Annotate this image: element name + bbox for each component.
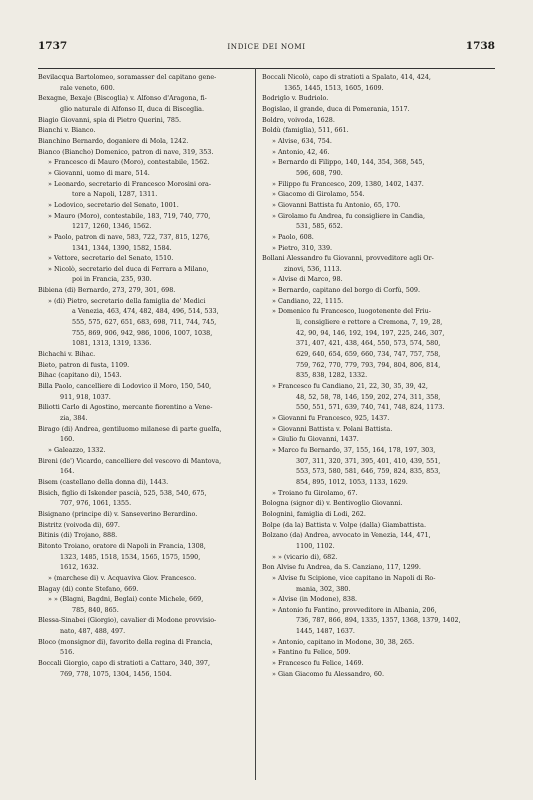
- index-entry: » Giovanni Battista v. Polani Battista.: [272, 424, 393, 433]
- index-entry-continuation: zia, 384.: [60, 414, 88, 422]
- index-entry-continuation: 736, 787, 866, 894, 1335, 1357, 1368, 1379, 1402,: [296, 616, 461, 625]
- index-entry-continuation: a Venezia, 463, 474, 482, 484, 496, 514, 533,: [72, 307, 219, 316]
- index-entry-continuation: poi in Francia, 235, 930.: [72, 275, 152, 284]
- index-entry: Bevilacqua Bartolomeo, soramasser del capitano gene-: [38, 73, 217, 81]
- index-entry: » Francesco fu Candiano, 21, 22, 30, 35, 39, 42,: [272, 382, 428, 391]
- index-entry-continuation: 516.: [60, 648, 75, 657]
- index-entry: Blessa-Sinabei (Giorgio), cavalier di Modone provvisio-: [38, 616, 217, 625]
- index-entry-continuation: 785, 840, 865.: [72, 605, 119, 614]
- index-entry: Bologna (signor di) v. Bentivoglio Giovanni.: [262, 499, 403, 508]
- index-entry: » Paolo, patron di nave, 583, 722, 737, 815, 1276,: [48, 232, 210, 241]
- index-entry: Boldù (famiglia), 511, 661.: [262, 126, 349, 135]
- index-entry: Bodriglo v. Budriolo.: [262, 94, 329, 103]
- index-entry: Boccali Nicolò, capo di stratioti a Spalato, 414, 424,: [262, 73, 431, 81]
- index-entry: » Filippo fu Francesco, 209, 1380, 1402, 1437.: [272, 179, 424, 188]
- index-entry: » Bernardo, capitano del borgo di Corfù, 509.: [272, 286, 420, 295]
- index-entry: Billa Paolo, cancelliere di Lodovico il Moro, 150, 540,: [38, 382, 212, 391]
- running-header: [38, 40, 495, 54]
- index-entry: Bieto, patron di fusta, 1109.: [38, 360, 130, 369]
- index-entry: » Domenico fu Francesco, luogotenente del Friu-: [272, 307, 431, 316]
- running-title: INDICE DEI NOMI: [227, 42, 306, 51]
- index-entry: » Antonio, 42, 46.: [272, 147, 330, 156]
- index-entry: » Alvise, 634, 754.: [272, 136, 332, 145]
- index-entry: Bolpe (da la) Battista v. Volpe (dalla) Giambattista.: [262, 520, 427, 529]
- index-entry-continuation: zinovi, 536, 1113.: [284, 264, 342, 273]
- index-entry-continuation: tore a Napoli, 1287, 1311.: [72, 190, 158, 199]
- index-entry: Bichachi v. Bihac.: [38, 350, 96, 359]
- index-entry-continuation: 550, 551, 571, 639, 740, 741, 748, 824, 1173.: [296, 403, 445, 412]
- index-entry: Bolognini, famiglia di Lodi, 262.: [262, 509, 366, 518]
- index-entry: Bianchi v. Bianco.: [38, 126, 96, 135]
- index-entry: » Francesco fu Felice, 1469.: [272, 659, 364, 668]
- index-entry-continuation: 164.: [60, 467, 75, 476]
- left-index-column: [38, 72, 250, 679]
- index-entry-continuation: 1081, 1313, 1319, 1336.: [72, 339, 152, 348]
- index-entry: Bexagne, Bexaje (Biscoglia) v. Alfonso d'Aragona, fi-: [38, 94, 207, 103]
- index-entry: » Alvise di Marco, 98.: [272, 275, 343, 284]
- index-entry-continuation: 1341, 1344, 1390, 1582, 1584.: [72, 243, 172, 252]
- index-entry-continuation: li, consigliere e rettore a Cremona, 7, 19, 28,: [296, 318, 443, 327]
- index-entry-continuation: 553, 573, 580, 581, 646, 759, 824, 835, 853,: [296, 467, 441, 476]
- index-entry-continuation: glio naturale di Alfonso II, duca di Bisceglia.: [60, 104, 205, 113]
- index-entry: » Giacomo di Girolamo, 554.: [272, 190, 365, 199]
- index-entry: » Pietro, 310, 339.: [272, 243, 333, 252]
- index-entry: » Candiano, 22, 1115.: [272, 296, 344, 305]
- index-entry: Bistritz (voivoda di), 697.: [38, 520, 120, 529]
- index-entry-continuation: 769, 778, 1075, 1304, 1456, 1504.: [60, 669, 172, 678]
- index-entry: » Giovanni, uomo di mare, 514.: [48, 168, 150, 177]
- index-entry: » (di) Pietro, secretario della famiglia de' Medici: [48, 296, 206, 305]
- index-entry: » Gian Giacomo fu Alessandro, 60.: [272, 669, 385, 678]
- index-entry-continuation: 854, 895, 1012, 1053, 1133, 1629.: [296, 477, 408, 486]
- index-entry-continuation: 1323, 1485, 1518, 1534, 1565, 1575, 1590,: [60, 552, 201, 561]
- index-entry: » » (Blagni, Bagdni, Beglai) conte Michele, 669,: [48, 595, 204, 604]
- index-entry-continuation: rale veneto, 600.: [60, 83, 115, 92]
- header-rule: [38, 68, 495, 69]
- index-entry: Bolzano (da) Andrea, avvocato in Venezia, 144, 471,: [262, 531, 431, 540]
- index-entry-continuation: 1365, 1445, 1513, 1605, 1609.: [284, 83, 384, 92]
- index-entry: Bianchino Bernardo, doganiere di Mola, 1242.: [38, 136, 189, 145]
- index-entry-continuation: 911, 918, 1037.: [60, 392, 111, 401]
- index-entry: Bollani Alessandro fu Giovanni, provveditore agli Or-: [262, 254, 434, 263]
- index-entry-continuation: 48, 52, 58, 78, 146, 159, 202, 274, 311, 358,: [296, 392, 441, 401]
- index-entry: » Galeazzo, 1332.: [48, 445, 106, 454]
- index-entry: » Francesco di Mauro (Moro), contestabile, 1562.: [48, 158, 210, 167]
- index-entry: Bisignano (principe di) v. Sanseverino Berardino.: [38, 509, 198, 518]
- index-entry: Boldro, voivoda, 1628.: [262, 115, 335, 124]
- index-entry: » Giulio fu Giovanni, 1437.: [272, 435, 359, 444]
- index-entry: Birago (di) Andrea, gentiluomo milanese di parte guelfa,: [38, 424, 222, 433]
- index-entry: » » (vicario di), 682.: [272, 552, 338, 561]
- index-entry: » (marchese di) v. Acquaviva Giov. Francesco.: [48, 573, 197, 582]
- index-entry: Bihac (capitano di), 1543.: [38, 371, 122, 380]
- right-index-column: [262, 72, 502, 679]
- index-entry-continuation: 596, 608, 790.: [296, 168, 343, 177]
- index-entry: Biagio Giovanni, spia di Pietro Querini, 785.: [38, 115, 182, 124]
- index-entry-continuation: 759, 762, 770, 779, 793, 794, 804, 806, 814,: [296, 360, 441, 369]
- left-page-number: 1737: [38, 40, 68, 52]
- index-entry: » Girolamo fu Andrea, fu consigliere in Candia,: [272, 211, 426, 220]
- index-entry: » Fantino fu Felice, 509.: [272, 648, 351, 657]
- index-entry: Bitinis (di) Trojano, 888.: [38, 531, 118, 540]
- index-entry: » Mauro (Moro), contestabile, 183, 719, 740, 770,: [48, 211, 211, 220]
- index-entry: Biliotti Carlo di Agostino, mercante fiorentino a Vene-: [38, 403, 213, 412]
- index-entry-continuation: 755, 869, 906, 942, 986, 1006, 1007, 1038,: [72, 328, 213, 337]
- index-entry: » Vettore, secretario del Senato, 1510.: [48, 254, 174, 263]
- index-entry: Bireni (de') Vicardo, cancelliere del vescovo di Mantova,: [38, 456, 222, 465]
- index-entry: » Paolo, 608.: [272, 232, 314, 241]
- index-entry: Bitonto Troiano, oratore di Napoli in Francia, 1308,: [38, 541, 206, 550]
- index-entry-continuation: 1445, 1487, 1637.: [296, 627, 355, 636]
- index-entry-continuation: 707, 976, 1061, 1355.: [60, 499, 132, 508]
- index-entry-continuation: 371, 407, 421, 438, 464, 550, 573, 574, 580,: [296, 339, 441, 348]
- index-entry: Bibiena (di) Bernardo, 273, 279, 301, 698.: [38, 286, 176, 295]
- index-entry-continuation: mania, 302, 380.: [296, 584, 351, 593]
- index-entry: » Giovanni fu Francesco, 925, 1437.: [272, 414, 390, 422]
- index-entry: Bloco (monsignor di), favorito della regina di Francia,: [38, 637, 213, 646]
- index-entry: Bisich, figlio di Iskender pascià, 525, 538, 540, 675,: [38, 488, 207, 497]
- column-divider: [255, 68, 256, 780]
- index-entry: » Troiano fu Girolamo, 67.: [272, 488, 358, 497]
- index-entry: Blagay (di) conte Stefano, 669.: [38, 584, 139, 593]
- index-entry: Bogislao, il grande, duca di Pomerania, 1517.: [262, 104, 410, 113]
- index-entry: » Alvise fu Scipione, vice capitano in Napoli di Ro-: [272, 573, 436, 582]
- index-entry-continuation: 1100, 1102.: [296, 541, 335, 550]
- index-entry: Bisem (castellano della donna di), 1443.: [38, 477, 169, 486]
- index-entry: » Bernardo di Filippo, 140, 144, 354, 368, 545,: [272, 158, 425, 167]
- index-entry: » Alvise (in Modone), 838.: [272, 595, 358, 604]
- index-entry: » Marco fu Bernardo, 37, 155, 164, 178, 197, 303,: [272, 445, 436, 454]
- index-entry: » Leonardo, secretario di Francesco Morosini ora-: [48, 179, 211, 188]
- index-entry-continuation: 555, 575, 627, 651, 683, 698, 711, 744, 745,: [72, 318, 217, 327]
- index-entry: » Lodovico, secretario del Senato, 1001.: [48, 200, 179, 209]
- index-entry-continuation: 42, 90, 94, 146, 192, 194, 197, 225, 246, 307,: [296, 328, 445, 337]
- index-entry-continuation: 629, 640, 654, 659, 660, 734, 747, 757, 758,: [296, 350, 441, 359]
- index-entry: » Antonio, capitano in Modone, 30, 38, 265.: [272, 637, 415, 646]
- index-entry-continuation: nato, 487, 488, 497.: [60, 627, 126, 636]
- index-entry: » Giovanni Battista fu Antonio, 65, 170.: [272, 200, 401, 209]
- index-entry: » Nicolò, secretario del duca di Ferrara a Milano,: [48, 264, 209, 273]
- index-entry-continuation: 307, 311, 320, 371, 395, 401, 410, 439, 551,: [296, 456, 441, 465]
- index-entry-continuation: 1612, 1632.: [60, 563, 99, 572]
- right-page-number: 1738: [465, 40, 495, 52]
- index-entry-continuation: 531, 585, 652.: [296, 222, 343, 231]
- index-entry-continuation: 835, 838, 1282, 1332.: [296, 371, 368, 380]
- index-entry: Boccali Giorgio, capo di stratioti a Cattaro, 340, 397,: [38, 659, 211, 668]
- index-entry: » Antonio fu Fantino, provveditore in Albania, 206,: [272, 605, 437, 614]
- index-entry: Bon Alvise fu Andrea, da S. Canziano, 117, 1299.: [262, 563, 421, 572]
- index-entry: Bianco (Biancho) Domenico, patron di nave, 319, 353.: [38, 147, 214, 156]
- index-entry-continuation: 160.: [60, 435, 75, 444]
- index-entry-continuation: 1217, 1260, 1346, 1562.: [72, 222, 152, 231]
